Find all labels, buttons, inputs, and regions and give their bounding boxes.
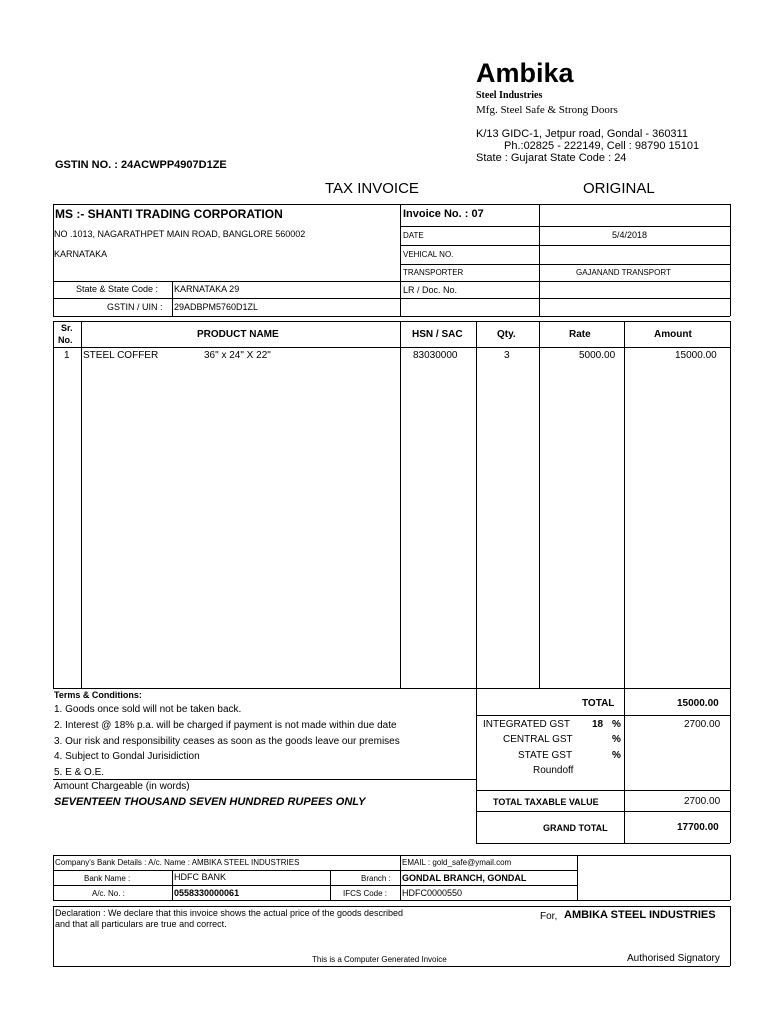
- computer-generated-note: This is a Computer Generated Invoice: [312, 955, 447, 964]
- row-hsn: 83030000: [413, 350, 458, 361]
- terms-item: 2. Interest @ 18% p.a. will be charged if payment is not made within due date: [54, 720, 397, 731]
- terms-item: 1. Goods once sold will not be taken back.: [54, 704, 242, 715]
- sgst-label: STATE GST: [518, 750, 573, 761]
- account-number-value: 0558330000061: [174, 888, 240, 898]
- date-label: DATE: [403, 231, 424, 240]
- buyer-state-value: KARNATAKA 29: [174, 284, 240, 294]
- terms-item: 5. E & O.E.: [54, 767, 105, 778]
- company-name: Ambika: [476, 58, 574, 88]
- branch-label: Branch :: [361, 874, 391, 883]
- vehicle-label: VEHICAL NO.: [403, 250, 454, 259]
- igst-rate: 18: [592, 719, 604, 730]
- ifcs-label: IFCS Code :: [343, 889, 388, 898]
- company-address-line1: K/13 GIDC-1, Jetpur road, Gondal - 360311: [476, 128, 688, 140]
- company-address-line3: State : Gujarat State Code : 24: [476, 152, 627, 164]
- date-value: 5/4/2018: [612, 230, 648, 240]
- sgst-percent: %: [612, 750, 621, 761]
- lr-doc-label: LR / Doc. No.: [403, 285, 458, 295]
- header-product-name: PRODUCT NAME: [197, 329, 279, 340]
- for-company-name: AMBIKA STEEL INDUSTRIES: [564, 909, 716, 921]
- company-subtitle: Mfg. Steel Safe & Strong Doors: [476, 104, 618, 116]
- bank-name-value: HDFC BANK: [174, 872, 227, 882]
- document-title: TAX INVOICE: [325, 180, 419, 197]
- authorised-signatory: Authorised Signatory: [627, 953, 720, 964]
- transporter-label: TRANSPORTER: [403, 268, 464, 277]
- row-product: STEEL COFFER: [83, 350, 159, 361]
- buyer-state-label: State & State Code :: [76, 284, 159, 294]
- row-qty: 3: [504, 350, 510, 361]
- terms-item: 4. Subject to Gondal Jurisidiction: [54, 751, 200, 762]
- ifcs-value: HDFC0000550: [402, 888, 463, 898]
- taxable-label: TOTAL TAXABLE VALUE: [493, 797, 599, 807]
- transporter-value: GAJANAND TRANSPORT: [576, 268, 671, 277]
- buyer-address-line2: KARNATAKA: [54, 249, 108, 259]
- amount-words-label: Amount Chargeable (in words): [54, 781, 190, 792]
- row-size: 36" x 24" X 22": [204, 350, 271, 361]
- company-email: EMAIL : gold_safe@ymail.com: [402, 858, 512, 867]
- total-label: TOTAL: [582, 698, 615, 709]
- total-value: 15000.00: [677, 698, 719, 709]
- document-copy-label: ORIGINAL: [583, 180, 655, 197]
- igst-percent: %: [612, 719, 621, 730]
- roundoff-label: Roundoff: [533, 765, 574, 776]
- terms-title: Terms & Conditions:: [54, 690, 142, 700]
- terms-item: 3. Our risk and responsibility ceases as soon as the goods leave our premises: [54, 736, 400, 747]
- buyer-address-line1: NO .1013, NAGARATHPET MAIN ROAD, BANGLORE 560002: [54, 229, 306, 239]
- company-address-line2: Ph.:02825 - 222149, Cell : 98790 15101: [504, 140, 700, 152]
- header-qty: Qty.: [497, 329, 516, 340]
- for-label: For,: [540, 911, 558, 922]
- grand-total-label: GRAND TOTAL: [543, 823, 608, 833]
- grand-total-value: 17700.00: [677, 822, 719, 833]
- igst-label: INTEGRATED GST: [483, 719, 571, 730]
- header-amount: Amount: [654, 329, 692, 340]
- company-tagline: Steel Industries: [476, 90, 543, 101]
- taxable-value: 2700.00: [684, 796, 721, 807]
- header-sr: Sr.: [61, 323, 73, 333]
- declaration-line2: and that all particulars are true and correct.: [55, 919, 227, 929]
- bank-account-name: Company's Bank Details : A/c. Name : AMBIKA STEEL INDUSTRIES: [55, 858, 300, 867]
- cgst-label: CENTRAL GST: [503, 734, 573, 745]
- row-sr: 1: [64, 350, 70, 361]
- cgst-percent: %: [612, 734, 621, 745]
- header-hsn-sac: HSN / SAC: [412, 329, 463, 340]
- bank-name-label: Bank Name :: [84, 874, 131, 883]
- company-gstin: GSTIN NO. : 24ACWPP4907D1ZE: [55, 159, 227, 171]
- declaration-line1: Declaration : We declare that this invoice shows the actual price of the goods described: [55, 908, 404, 918]
- buyer-name: MS :- SHANTI TRADING CORPORATION: [55, 207, 283, 221]
- row-rate: 5000.00: [579, 350, 616, 361]
- header-sr-no: No.: [58, 335, 73, 345]
- igst-value: 2700.00: [684, 719, 721, 730]
- buyer-gstin-value: 29ADBPM5760D1ZL: [174, 302, 259, 312]
- invoice-number: Invoice No. : 07: [403, 208, 484, 220]
- row-amount: 15000.00: [675, 350, 717, 361]
- amount-words-value: SEVENTEEN THOUSAND SEVEN HUNDRED RUPEES ONLY: [54, 796, 366, 808]
- buyer-gstin-label: GSTIN / UIN :: [107, 302, 163, 312]
- account-number-label: A/c. No. :: [92, 889, 125, 898]
- branch-value: GONDAL BRANCH, GONDAL: [402, 873, 527, 883]
- header-rate: Rate: [569, 329, 591, 340]
